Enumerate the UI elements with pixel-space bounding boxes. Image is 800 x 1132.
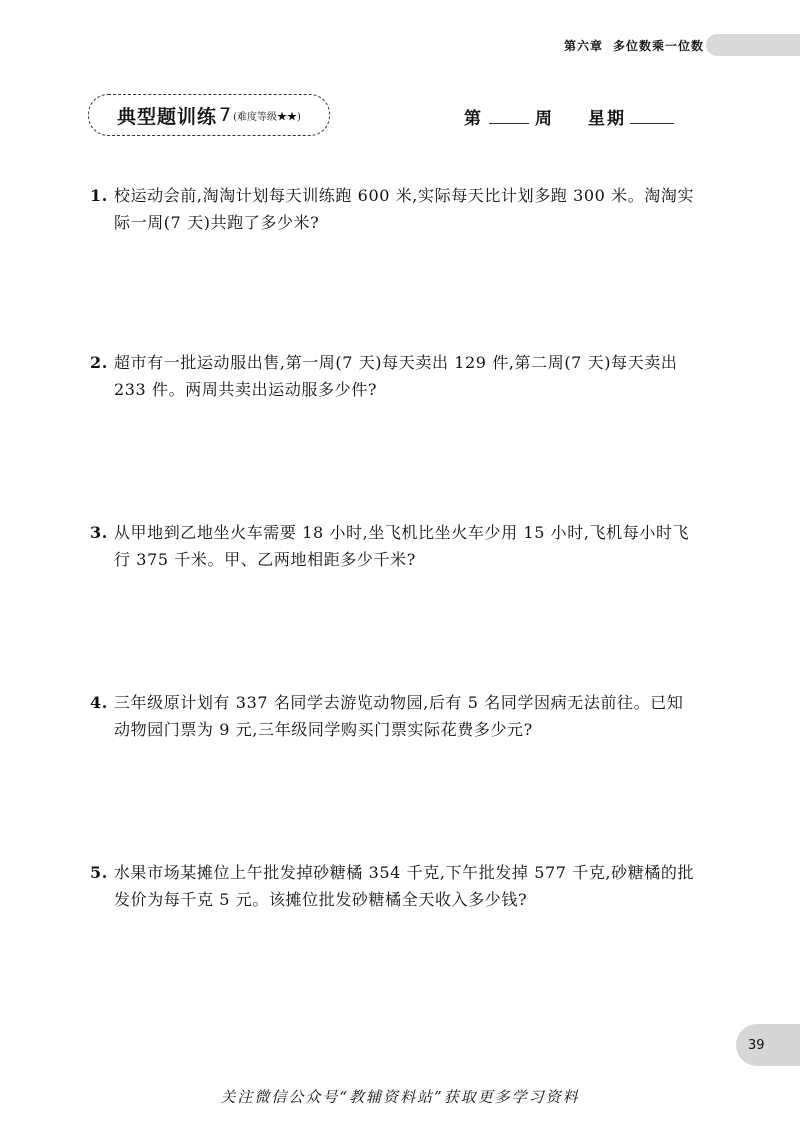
question-text-line2: 动物园门票为 9 元,三年级同学购买门票实际花费多少元? [114, 720, 533, 739]
question-5 [90, 859, 720, 913]
question-1 [90, 182, 720, 236]
header-tab [706, 34, 800, 56]
question-text-line1: 从甲地到乙地坐火车需要 18 小时,坐飞机比坐火车少用 15 小时,飞机每小时飞 [113, 523, 690, 542]
question-number: 2. [90, 353, 108, 372]
question-number: 1. [90, 186, 108, 205]
weekday-blank[interactable] [630, 107, 674, 124]
question-number: 5. [90, 863, 108, 882]
question-text-line2: 行 375 千米。甲、乙两地相距多少千米? [114, 550, 416, 569]
question-number: 3. [90, 523, 108, 542]
question-3 [90, 519, 720, 573]
week-prefix: 第 [464, 109, 483, 129]
question-text-line2: 际一周(7 天)共跑了多少米? [114, 213, 320, 232]
chapter-topic: 多位数乘一位数 [612, 39, 704, 53]
footer-note: 关注微信公众号“教辅资料站”获取更多学习资料 [220, 1088, 580, 1106]
question-text-line2: 发价为每千克 5 元。该摊位批发砂糖橘全天收入多少钱? [114, 890, 528, 909]
question-text-line2: 233 件。两周共卖出运动服多少件? [114, 380, 378, 399]
section-title: 典型题训练 [117, 105, 218, 128]
question-2 [90, 349, 720, 403]
difficulty-label: (难度等级★★) [233, 111, 301, 123]
chapter-header [564, 37, 704, 54]
weekday-label: 星期 [588, 109, 626, 129]
section-number: 7 [219, 104, 232, 126]
section-title-box [88, 94, 330, 136]
question-text-line1: 水果市场某摊位上午批发掉砂糖橘 354 千克,下午批发掉 577 千克,砂糖橘的批 [113, 863, 695, 882]
week-label: 周 [535, 109, 554, 129]
chapter-label: 第六章 [563, 39, 603, 53]
page-number: 39 [736, 1024, 800, 1066]
question-number: 4. [90, 693, 108, 712]
week-day-line [464, 104, 674, 129]
week-blank[interactable] [489, 107, 529, 124]
question-text-line1: 校运动会前,淘淘计划每天训练跑 600 米,实际每天比计划多跑 300 米。淘淘实 [113, 186, 695, 205]
question-4 [90, 689, 720, 743]
question-text-line1: 三年级原计划有 337 名同学去游览动物园,后有 5 名同学因病无法前往。已知 [113, 693, 684, 712]
question-text-line1: 超市有一批运动服出售,第一周(7 天)每天卖出 129 件,第二周(7 天)每天卖出 [113, 353, 678, 372]
